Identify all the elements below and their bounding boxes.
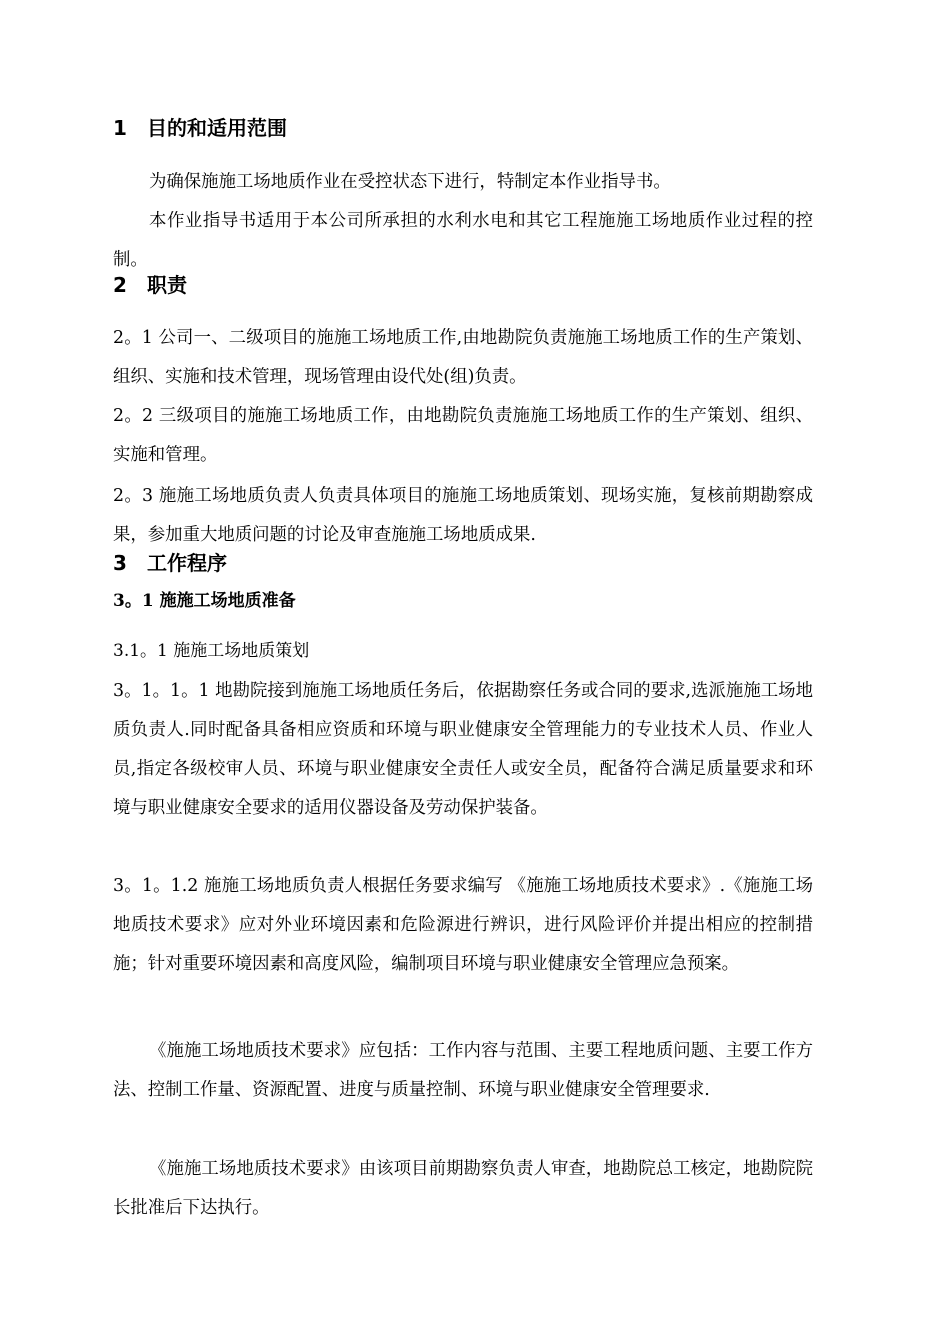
paragraph-requirements-content: 《施施工场地质技术要求》应包括：工作内容与范围、主要工程地质问题、主要工作方法、控制工作量、资源配置、进度与质量控制、环境与职业健康安全管理要求. (113, 1041, 813, 1100)
paragraph-3-1-1-1: 3。1。1。1 地勘院接到施施工场地质任务后，依据勘察任务或合同的要求,选派施施工场地质负责人.同时配备具备相应资质和环境与职业健康安全管理能力的专业技术人员、作业人员,指定各级校审人员、环境与职业健康安全责任人或安全员，配备符合满足质量要求和环境与职业健康安全要求的适用仪器设备及劳动保护装备。 (113, 681, 813, 818)
paragraph-3-1-1-2: 3。1。1.2 施施工场地质负责人根据任务要求编写 《施施工场地质技术要求》.《施施工场地质技术要求》应对外业环境因素和危险源进行辨识，进行风险评价并提出相应的控制措施；针对重要环境因素和高度风险，编制项目环境与职业健康安全管理应急预案。 (113, 876, 813, 974)
paragraph-2-1: 2。1 公司一、二级项目的施施工场地质工作,由地勘院负责施施工场地质工作的生产策划、组织、实施和技术管理，现场管理由设代处(组)负责。 (113, 328, 813, 387)
section-heading-1 (113, 115, 813, 141)
section-number: 3 (113, 551, 127, 575)
section-number: 2 (113, 273, 127, 297)
section-heading-2 (113, 272, 813, 298)
paragraph-purpose: 为确保施施工场地质作业在受控状态下进行，特制定本作业指导书。 (149, 172, 671, 192)
section-title: 工作程序 (147, 551, 227, 575)
section-number: 1 (113, 116, 127, 140)
paragraph-2-3: 2。3 施施工场地质负责人负责具体项目的施施工场地质策划、现场实施，复核前期勘察成果，参加重大地质问题的讨论及审查施施工场地质成果. (113, 486, 813, 545)
subsection-heading-3-1-1: 3.1。1 施施工场地质策划 (113, 641, 310, 661)
section-heading-3 (113, 550, 813, 576)
paragraph-approval: 《施施工场地质技术要求》由该项目前期勘察负责人审查，地勘院总工核定，地勘院院长批准后下达执行。 (113, 1159, 813, 1218)
paragraph-scope: 本作业指导书适用于本公司所承担的水利水电和其它工程施施工场地质作业过程的控制。 (113, 211, 813, 270)
paragraph-2-2: 2。2 三级项目的施施工场地质工作，由地勘院负责施施工场地质工作的生产策划、组织、实施和管理。 (113, 406, 813, 465)
section-title: 目的和适用范围 (147, 116, 287, 140)
section-title: 职责 (147, 273, 187, 297)
subsection-heading-3-1: 3。1 施施工场地质准备 (113, 591, 296, 611)
